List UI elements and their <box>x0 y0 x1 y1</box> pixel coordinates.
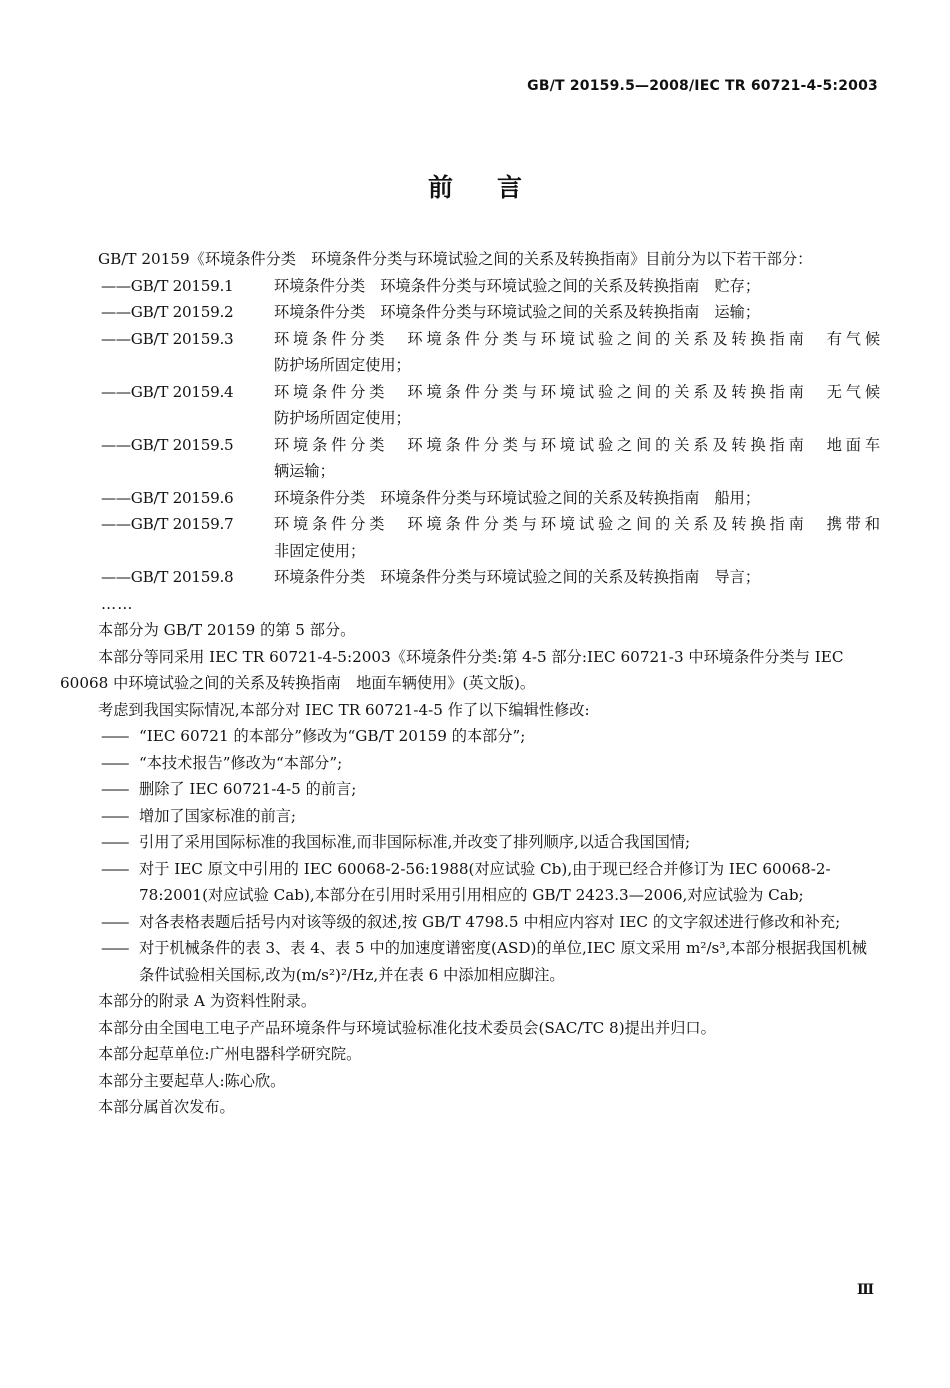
dash: —— <box>101 833 128 851</box>
list-item <box>60 511 880 564</box>
dash: —— <box>101 753 128 772</box>
list-item <box>60 829 880 856</box>
list-item <box>60 485 880 512</box>
part-title: 环境条件分类 环境条件分类与环境试验之间的关系及转换指南 船用； <box>274 488 760 507</box>
modification-text: 增加了国家标准的前言; <box>139 806 296 825</box>
part-code: ——GB/T 20159.5 <box>101 435 234 454</box>
list-item <box>60 935 880 988</box>
part-title: 环境条件分类 环境条件分类与环境试验之间的关系及转换指南 有气候 <box>274 329 880 348</box>
modification-text: 对于机械条件的表 3、表 4、表 5 中的加速度谱密度(ASD)的单位,IEC 原文采用 m²/s³,本部分根据我国机械条件试验相关国标,改为(m/s²)²/Hz,并在表 6 中添加相应脚注。 <box>139 939 867 984</box>
list-item <box>60 803 880 830</box>
modification-text: “IEC 60721 的本部分”修改为“GB/T 20159 的本部分”; <box>139 727 526 745</box>
part-code: ——GB/T 20159.1 <box>101 276 234 295</box>
part-code: ——GB/T 20159.2 <box>101 303 234 321</box>
part-title: 环境条件分类 环境条件分类与环境试验之间的关系及转换指南 地面车 <box>274 435 880 454</box>
paragraph-first-issue: 本部分属首次发布。 <box>98 1098 235 1116</box>
part-code: ——GB/T 20159.4 <box>101 382 234 401</box>
modification-text: 对各表格表题后括号内对该等级的叙述,按 GB/T 4798.5 中相应内容对 IEC 的文字叙述进行修改和补充; <box>139 912 841 931</box>
list-item <box>60 326 880 379</box>
modifications-list <box>60 723 880 988</box>
part-title-cont: 防护场所固定使用； <box>274 409 411 427</box>
dash: —— <box>101 727 128 745</box>
list-item <box>60 909 880 936</box>
part-title: 环境条件分类 环境条件分类与环境试验之间的关系及转换指南 导言； <box>274 568 760 586</box>
paragraph-part: 本部分为 GB/T 20159 的第 5 部分。 <box>98 621 356 639</box>
paragraph-drafting-unit: 本部分起草单位:广州电器科学研究院。 <box>98 1045 362 1063</box>
standard-number: GB/T 20159.5—2008/IEC TR 60721-4-5:2003 <box>527 78 878 94</box>
list-item <box>60 299 880 326</box>
intro-paragraph: GB/T 20159《环境条件分类 环境条件分类与环境试验之间的关系及转换指南》目前分为以下若干部分： <box>98 250 813 268</box>
dash: —— <box>101 780 128 798</box>
list-item <box>60 856 880 909</box>
part-title: 环境条件分类 环境条件分类与环境试验之间的关系及转换指南 携带和 <box>274 515 880 533</box>
part-title: 环境条件分类 环境条件分类与环境试验之间的关系及转换指南 无气候 <box>274 382 880 401</box>
part-code: ——GB/T 20159.3 <box>101 329 234 348</box>
part-title-cont: 辆运输； <box>274 462 335 480</box>
dash: —— <box>101 859 128 878</box>
paragraph-drafter: 本部分主要起草人:陈心欣。 <box>98 1071 286 1090</box>
foreword-body <box>60 246 880 1121</box>
part-code: ——GB/T 20159.8 <box>101 568 234 586</box>
paragraph-adoption: 本部分等同采用 IEC TR 60721-4-5:2003《环境条件分类:第 4-5 部分:IEC 60721-3 中环境条件分类与 IEC 60068 中环境试验之间的关系及转换指南 地面车辆使用》(英文版)。 <box>60 647 844 692</box>
part-code: ——GB/T 20159.6 <box>101 488 234 507</box>
dash: —— <box>101 806 128 825</box>
modification-text: 对于 IEC 原文中引用的 IEC 60068-2-56:1988(对应试验 Cb),由于现已经合并修订为 IEC 60068-2-78:2001(对应试验 Cab),本部分在引用时采用引用相应的 GB/T 2423.3—2006,对应试验为 Cab; <box>139 859 831 904</box>
list-item <box>60 273 880 300</box>
dash: —— <box>101 912 128 931</box>
part-code: ——GB/T 20159.7 <box>101 515 234 533</box>
list-item <box>60 750 880 777</box>
list-item <box>60 432 880 485</box>
dash: —— <box>101 939 128 957</box>
paragraph-committee: 本部分由全国电工电子产品环境条件与环境试验标准化技术委员会(SAC/TC 8)提出并归口。 <box>98 1018 716 1037</box>
paragraph-considerations: 考虑到我国实际情况,本部分对 IEC TR 60721-4-5 作了以下编辑性修改: <box>98 700 590 719</box>
page-number: Ⅲ <box>856 1282 874 1298</box>
page-title: 前言 <box>427 173 566 202</box>
modification-text: 引用了采用国际标准的我国标准,而非国际标准,并改变了排列顺序,以适合我国国情; <box>139 833 691 851</box>
part-title-cont: 防护场所固定使用； <box>274 356 411 374</box>
ellipsis: …… <box>101 594 134 613</box>
list-item <box>60 723 880 750</box>
part-title: 环境条件分类 环境条件分类与环境试验之间的关系及转换指南 贮存； <box>274 276 760 295</box>
modification-text: “本技术报告”修改为“本部分”; <box>139 753 343 772</box>
paragraph-annex: 本部分的附录 A 为资料性附录。 <box>98 992 317 1010</box>
list-item <box>60 379 880 432</box>
modification-text: 删除了 IEC 60721-4-5 的前言; <box>139 780 357 798</box>
part-title-cont: 非固定使用； <box>274 541 366 560</box>
part-title: 环境条件分类 环境条件分类与环境试验之间的关系及转换指南 运输； <box>274 303 760 321</box>
list-item <box>60 564 880 591</box>
parts-list <box>60 273 880 618</box>
list-item <box>60 776 880 803</box>
